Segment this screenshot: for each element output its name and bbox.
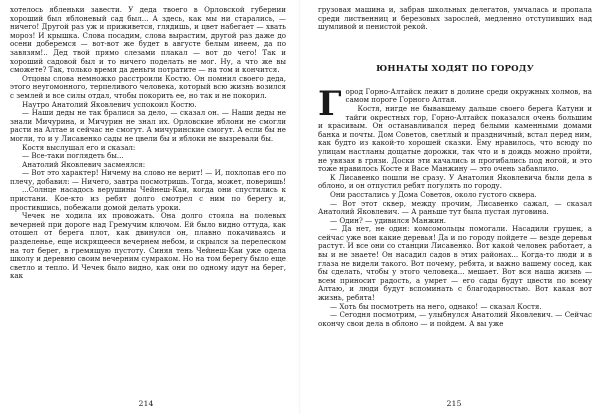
paragraph: Они расстались у Дома Советов, около густого сквера. — [330, 189, 537, 199]
right-page — [308, 0, 600, 414]
paragraph: — Все-таки поглядеть бы... — [22, 151, 124, 161]
paragraph: ...Солнце насадось верушины Чейнеш-Каи, когда они спустились к пристани. Кое-кто из ребят долго смотрел с ним по берегу и, простившись, побежали домой делать уроки. — [10, 185, 286, 212]
book-gutter — [299, 0, 301, 414]
chapter-title: ЮННАТЫ ХОДЯТ ПО ГОРОДУ — [376, 63, 534, 74]
paragraph: — Наши деды не так бралися за дело, — сказал он. — Наши деды не знали Мичурина, и Мичурин не знал их. Орловские яблони не смогли расти на Алтае и сейчас не смогут. А мичуринские смогут. А если бы не могли, то и у Лисавенко сады не цвели бы и яблоки не вызревали бы. — [10, 108, 286, 143]
page-number-left: 214 — [138, 399, 154, 408]
drop-cap: Г — [318, 83, 342, 124]
paragraph: хотелось ябленьки завести. У деда твоего в Орловской губернии хороший был яблоневый сад был... А здесь, как мы ни старались, — ничего! Другой раз уж и приживется, глядишь, и цвет набегает — хвать мороз! И крышка. Слова посадим, слова вырастим, другой раз даже до осени доберемся — вот-вот же будет в августе белым инеем, да по завязям!.. Дед твой прямо слезами плакал — вот до чего! Так и хороший садовой был и то ничего поделать не мог. Ну, а что же вы сможете? Так, только время да деньги потратите — на том и кончится. — [10, 5, 286, 75]
paragraph: Костя выслушал его и сказал: — [22, 142, 136, 152]
paragraph: — Хоть бы посмотреть на него, однако! — сказал Костя. — [330, 301, 542, 311]
paragraph: Анатолий Яковлевич засмеялся: — [22, 159, 146, 169]
paragraph: — Вот это характер! Ничему на слово не верит! — И, похлопав его по плечу, добавил: — Ничего, завтра посмотришь. Тогда, может, поверишь! — [10, 168, 286, 186]
chapter-body — [318, 83, 592, 329]
paragraph: — Да нет, не один: комсомольцы помогали. Насадили грушек, а сейчас уже вон какие деревья! Да и по городу пойдете — везде деревья растут. И все они со станции Лисавенко. Вот какой человек работает, а вы и не знаете! Он насадил садов в этих районах... Когда-то люди и в глаза не видели такого. Вот почему, ребята, и важно вашему сосед, как бы сделать, чтобы у этого человека... мешает. Вот вся наша жизнь — всем приносит радость, а умрет — его сады будут цвести по всему Алтаю, и люди будут вспоминать с благодарностью. Вот какая вот жизнь, ребята! — [318, 224, 592, 303]
paragraph: Чечек не ходила их провожать. Она долго стояла на полевых вечерней при дороге над Гремучим ключом. Ей было видно оттуда, как отошел от берега плот, как двинулся он, плавно покачиваясь и разделенье, еще искрящееся вечернем небом, и скрылся за перелеском на тот берег, в гремящую пустоту. Синяя тень Чейнеш-Каи уже одела школу и деревню своим вечерним сумраком. Но на том берегу было еще светло и тепло. И Чечек было видно, как они по одному идут на берег, как — [10, 211, 286, 281]
paragraph: Костя, нигде не бывавшему дальше своего берега Катуни и тайги окрестных гор, Горно-Алтайск показался очень большим и красивым. Он останавливался перед белыми каменными домами банка и почты. Дом Советов, светлый и праздничный, встал перед ним, как будто из какой-то хорошей сказки. Ему нравилось, что всюду по улицам настланы дощатые дорожки, так что и в дождь можно пройти, не увязая в грязи. Доски эти качались и прогибались под ногой, и это тоже нравилось Косте и Васе Манжину — это очень забавлило. — [318, 103, 592, 174]
paragraph: Наутро Анатолий Яковлевич успокоил Костю. — [22, 99, 197, 109]
chapter-first-text: ород Горно-Алтайск лежит в долине среди окружных холмов, на самом пороге Горного Алтая. — [345, 86, 592, 105]
paragraph: К Лисавенко пошли не сразу. У Анатолия Яковлевича были дела в облоно, и он отпустил ребят погулять по городу. — [318, 172, 592, 191]
right-page-text — [318, 6, 592, 32]
page-number-right: 215 — [446, 399, 462, 408]
left-page-text — [10, 6, 286, 281]
paragraph: — Вот этот сквер, между прочим, Лисавенко сажал, — сказал Анатолий Яковлевич. — А раньше тут была пустая луговина. — [318, 198, 592, 217]
paragraph: — Сегодня посмотрим, — улыбнулся Анатолий Яковлевич. — Сейчас окончу свои дела в облоно — и пойдем. А вы уже — [318, 310, 592, 328]
paragraph: Отцовы слова немножко расстроили Костю. Он помнил своего деда, этого неугомонного, терпеливого человека, который всю жизнь возился с землей и все силы отдал, чтобы покорить ее, но так и не покорил. — [10, 73, 286, 100]
chapter-opening — [318, 83, 592, 124]
paragraph: — Один? — удивился Манжин. — [330, 215, 447, 225]
paragraph: грузовая машина и, забрав школьных делегатов, умчалась и пропала среди лиственниц и березовых зарослей, медленно отступивших над шумливой и пенистой рекой. — [318, 5, 592, 32]
left-page — [0, 0, 292, 414]
